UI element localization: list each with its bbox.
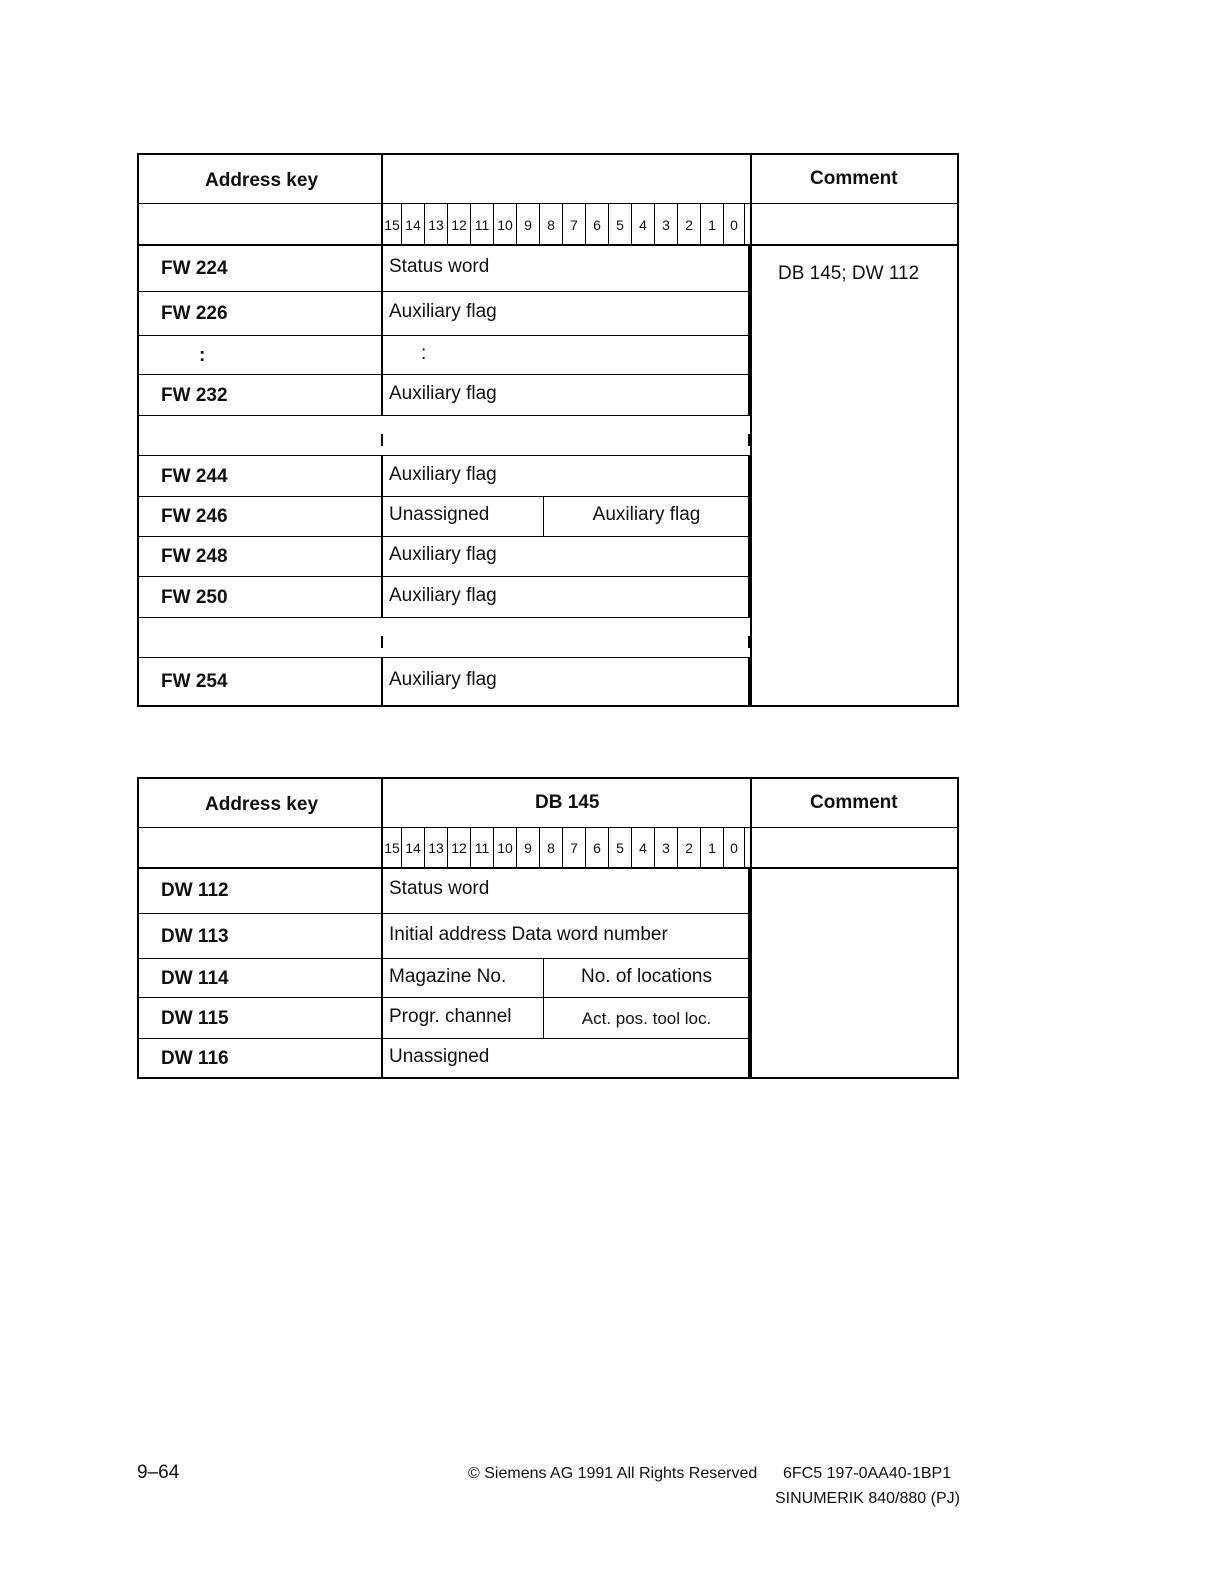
- cell-content-right: Auxiliary flag: [592, 504, 701, 525]
- db-header: DB 145: [535, 792, 600, 813]
- cell-content: Unassigned: [389, 1045, 490, 1067]
- table-row: [137, 416, 750, 456]
- page-number: 9–64: [137, 1462, 180, 1483]
- table-1-comment-column: [750, 245, 959, 707]
- table-row: [137, 375, 750, 416]
- table-row: [137, 537, 750, 577]
- cell-content-left: Unassigned: [389, 504, 490, 525]
- cell-content: Auxiliary flag: [389, 301, 497, 322]
- bit-number: 14: [402, 828, 425, 868]
- bit-number: 7: [563, 828, 586, 868]
- bit-number: 11: [471, 828, 494, 868]
- address-label: DW 113: [161, 925, 229, 947]
- cell-content-left: Magazine No.: [389, 965, 507, 987]
- bit-number: 10: [494, 204, 517, 245]
- bit-number: 2: [678, 828, 701, 868]
- table-row: [137, 336, 750, 375]
- bit-number: 4: [632, 204, 655, 245]
- bit-number: 13: [425, 828, 448, 868]
- address-label: FW 232: [161, 384, 228, 406]
- bit-number: 6: [586, 204, 609, 245]
- bit-number: 14: [402, 204, 425, 245]
- bit-number: 15: [381, 204, 402, 245]
- bit-numbers: [381, 204, 750, 245]
- bit-number: 13: [425, 204, 448, 245]
- address-label: DW 116: [161, 1047, 229, 1069]
- address-label: FW 226: [161, 303, 228, 324]
- address-label: FW 224: [161, 257, 228, 279]
- table-2-header-row: [137, 777, 959, 828]
- bit-number: 8: [540, 204, 563, 245]
- address-label: DW 114: [161, 967, 229, 989]
- cell-content: Auxiliary flag: [389, 463, 497, 485]
- table-2-bits-row: [137, 828, 959, 868]
- address-label: FW 246: [161, 506, 228, 527]
- table-row: [137, 658, 750, 706]
- address-label: DW 115: [161, 1007, 229, 1029]
- bit-number: 10: [494, 828, 517, 868]
- table-1-header-row: [137, 153, 959, 204]
- cell-content: Status word: [389, 255, 490, 277]
- bit-number: 12: [448, 828, 471, 868]
- table-row: [137, 868, 750, 914]
- bit-number: 3: [655, 204, 678, 245]
- table-2-comment-column: [750, 868, 959, 1079]
- address-key-header: Address key: [205, 170, 319, 191]
- bit-number: 1: [701, 204, 724, 245]
- address-key-header: Address key: [205, 794, 319, 815]
- table-row: [137, 292, 750, 336]
- bit-number: 1: [701, 828, 724, 868]
- bit-number: 2: [678, 204, 701, 245]
- address-label: FW 248: [161, 546, 228, 567]
- address-label: FW 250: [161, 586, 228, 608]
- table-row: [137, 914, 750, 959]
- comment-header: Comment: [810, 792, 898, 813]
- cell-content: Status word: [389, 878, 490, 899]
- bit-number: 0: [724, 828, 745, 868]
- table-row: [137, 998, 750, 1039]
- bit-number: 3: [655, 828, 678, 868]
- cell-content-right: No. of locations: [581, 965, 712, 987]
- product-name: SINUMERIK 840/880 (PJ): [775, 1490, 960, 1507]
- cell-content-right: Act. pos. tool loc.: [581, 1008, 712, 1028]
- order-number: 6FC5 197-0AA40-1BP1: [783, 1465, 952, 1482]
- bit-number: 12: [448, 204, 471, 245]
- cell-content-left: Progr. channel: [389, 1005, 512, 1027]
- bit-number: 9: [517, 828, 540, 868]
- bit-number: 8: [540, 828, 563, 868]
- table-1-bits-row: [137, 204, 959, 245]
- address-label: FW 244: [161, 465, 228, 487]
- bit-number: 7: [563, 204, 586, 245]
- bit-number: 6: [586, 828, 609, 868]
- table-row: [137, 456, 750, 497]
- bit-number: 15: [381, 828, 402, 868]
- table-row: [137, 577, 750, 618]
- cell-content: Auxiliary flag: [389, 669, 497, 690]
- bit-number: 11: [471, 204, 494, 245]
- table-1: [137, 153, 959, 707]
- comment-value: DB 145; DW 112: [778, 263, 920, 284]
- bit-numbers: [381, 828, 750, 868]
- bit-number: 4: [632, 828, 655, 868]
- table-row: [137, 245, 750, 292]
- cell-content: Initial address Data word number: [389, 923, 668, 945]
- bit-number: 5: [609, 204, 632, 245]
- cell-content: Auxiliary flag: [389, 382, 497, 404]
- address-label: DW 112: [161, 880, 229, 901]
- table-row: [137, 618, 750, 658]
- table-row: [137, 497, 750, 537]
- bit-number: 9: [517, 204, 540, 245]
- cell-content: Auxiliary flag: [389, 544, 497, 565]
- bit-number: 0: [724, 204, 745, 245]
- copyright: © Siemens AG 1991 All Rights Reserved: [468, 1465, 758, 1482]
- comment-header: Comment: [810, 168, 898, 189]
- cell-content: :: [421, 342, 427, 364]
- cell-content: Auxiliary flag: [389, 584, 497, 606]
- address-label: :: [199, 344, 206, 366]
- table-2: [137, 777, 959, 1079]
- table-row: [137, 1039, 750, 1078]
- address-label: FW 254: [161, 671, 228, 692]
- table-row: [137, 959, 750, 998]
- bit-number: 5: [609, 828, 632, 868]
